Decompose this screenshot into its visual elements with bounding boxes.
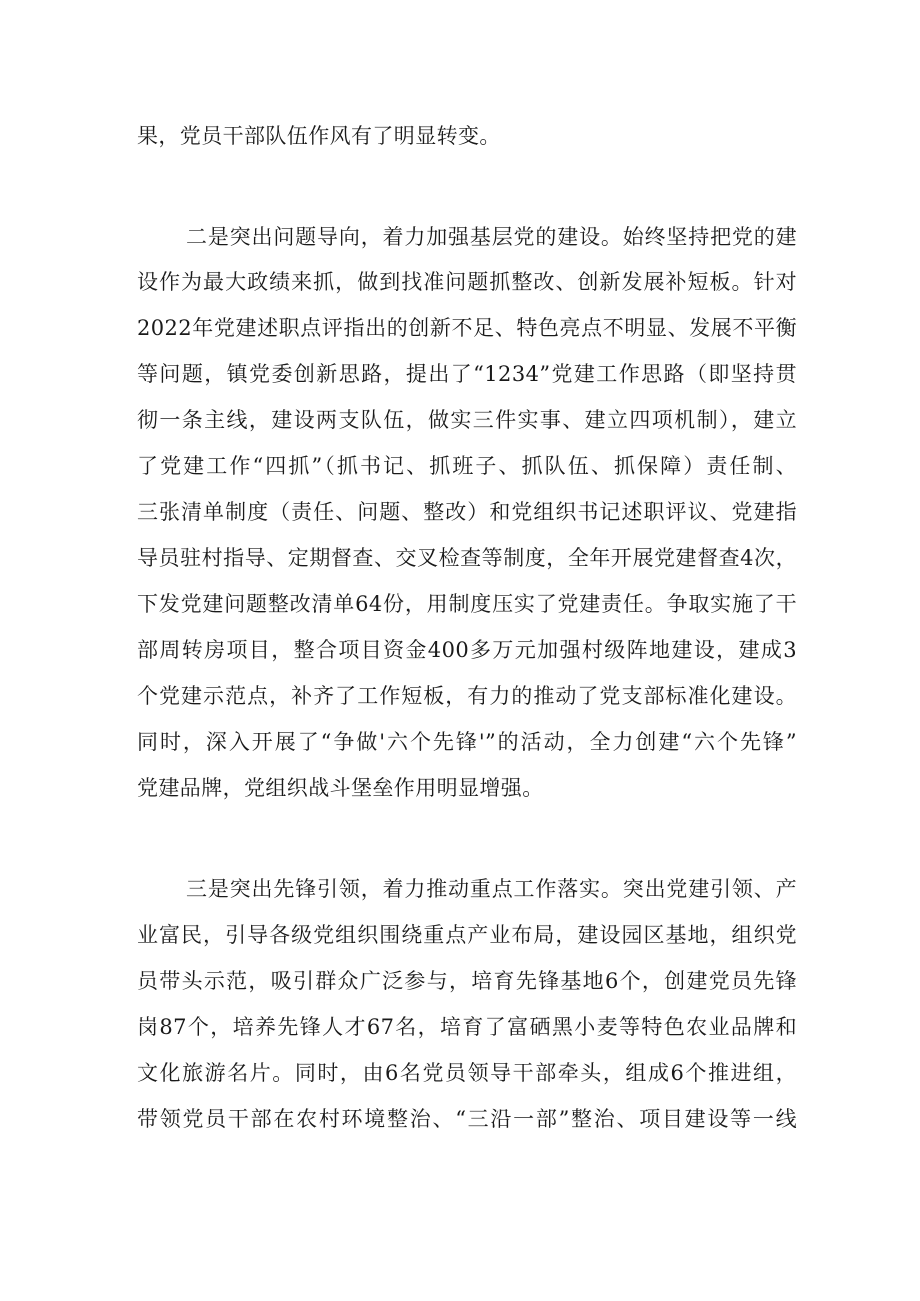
paragraph-line: 导员驻村指导、定期督查、交叉检查等制度，全年开展党建督查4次， bbox=[137, 546, 797, 570]
paragraph-line: 党建品牌，党组织战斗堡垒作用明显增强。 bbox=[137, 776, 544, 800]
paragraph-line: 三是突出先锋引领，着力推动重点工作落实。突出党建引领、产 bbox=[186, 877, 797, 901]
paragraph-line: 设作为最大政绩来抓，做到找准问题抓整改、创新发展补短板。针对 bbox=[137, 270, 797, 294]
paragraph-line: 果，党员干部队伍作风有了明显转变。 bbox=[137, 124, 501, 148]
paragraph-line: 了党建工作“四抓”（抓书记、抓班子、抓队伍、抓保障）责任制、 bbox=[137, 454, 797, 478]
paragraph-line: 岗87个，培养先锋人才67名，培育了富硒黑小麦等特色农业品牌和 bbox=[137, 1015, 797, 1039]
paragraph-line: 2022年党建述职点评指出的创新不足、特色亮点不明显、发展不平衡 bbox=[137, 316, 797, 340]
paragraph-line: 等问题，镇党委创新思路，提出了“1234”党建工作思路（即坚持贯 bbox=[137, 362, 797, 386]
paragraph-line: 彻一条主线，建设两支队伍，做实三件实事、建立四项机制），建立 bbox=[137, 408, 797, 432]
paragraph-line: 三张清单制度（责任、问题、整改）和党组织书记述职评议、党建指 bbox=[137, 500, 797, 524]
paragraph-line: 同时，深入开展了“争做'六个先锋'”的活动，全力创建“六个先锋” bbox=[137, 730, 797, 754]
paragraph-line: 员带头示范，吸引群众广泛参与，培育先锋基地6个，创建党员先锋 bbox=[137, 969, 797, 993]
paragraph-line: 个党建示范点，补齐了工作短板，有力的推动了党支部标准化建设。 bbox=[137, 684, 797, 708]
paragraph-line: 文化旅游名片。同时，由6名党员领导干部牵头，组成6个推进组， bbox=[137, 1061, 797, 1085]
paragraph-line: 业富民，引导各级党组织围绕重点产业布局，建设园区基地，组织党 bbox=[137, 923, 797, 947]
paragraph-line: 二是突出问题导向，着力加强基层党的建设。始终坚持把党的建 bbox=[186, 225, 797, 249]
paragraph-line: 下发党建问题整改清单64份，用制度压实了党建责任。争取实施了干 bbox=[137, 592, 797, 616]
paragraph-line: 带领党员干部在农村环境整治、“三沿一部”整治、项目建设等一线 bbox=[137, 1107, 797, 1131]
paragraph-line: 部周转房项目，整合项目资金400多万元加强村级阵地建设，建成3 bbox=[137, 638, 797, 662]
